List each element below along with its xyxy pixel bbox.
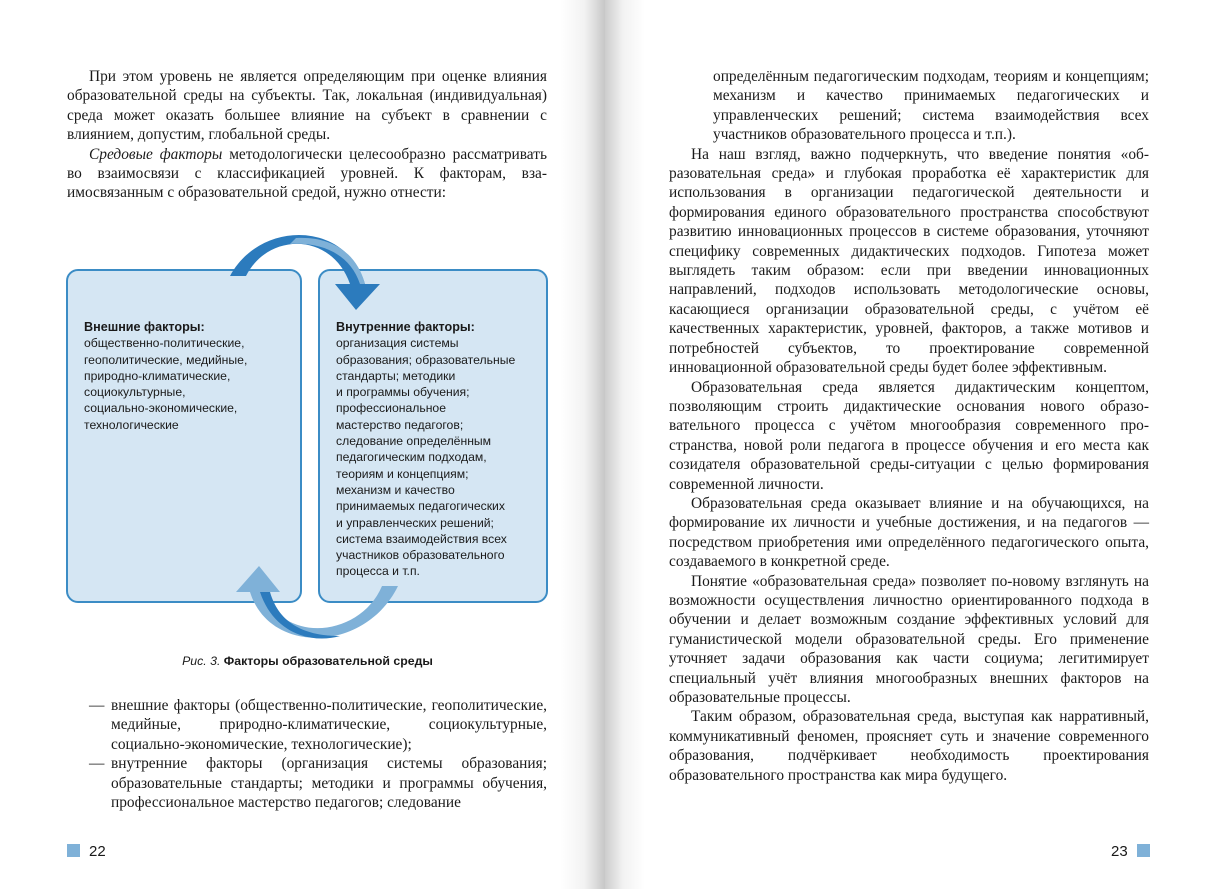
list-item-text: внешние факторы (общественно-политические, геополитические, медийные, природно-климатические, социокультурные, социально-экономические, технологические); xyxy=(111,697,547,753)
list-item xyxy=(67,696,547,754)
list-item xyxy=(67,754,547,812)
internal-factors-line: стандарты; методики xyxy=(336,368,456,383)
internal-factors-line: и программы обучения; xyxy=(336,385,470,400)
external-factors-heading: Внешние факторы: xyxy=(84,320,205,334)
paragraph: Образовательная среда является дидактическим концептом, позволяющим строить дидактические основания нового образовательного процесса с учётом многообразия современного пространства, новой роли педагога в процессе обучения и его места как созидателя образовательной среды-ситуации с целью формирования современной личности. xyxy=(669,378,1149,493)
internal-factors-heading: Внутренние факторы: xyxy=(336,320,475,334)
internal-factors-line: организация системы xyxy=(336,336,459,351)
page-marker-square xyxy=(1137,844,1150,857)
left-page-intro-text xyxy=(67,67,547,203)
paragraph: Образовательная среда оказывает влияние и на обучающихся, на формирование их личности и учебные достижения, и на педагогов — посредством приобретения ими определённого педагогического опыта, создаваемого в конкретной среде. xyxy=(669,494,1149,571)
internal-factors-line: профессиональное xyxy=(336,401,446,416)
external-factors-line: природно-климатические, xyxy=(84,368,231,383)
internal-factors-line: принимаемых педагогических xyxy=(336,499,505,514)
list-dash: — xyxy=(89,697,105,714)
internal-factors-line: и управленческих решений; xyxy=(336,515,494,530)
paragraph: Таким образом, образовательная среда, выступая как нарративный, коммуникативный феномен, проясняет суть и значение современного образования, подчёркивает необходимость проектирования образовательного пространства как мира будущего. xyxy=(669,708,1149,784)
paragraph: На наш взгляд, важно подчеркнуть, что введение понятия «образовательная среда» и глубокая проработка её характеристик для использования в организации педагогической деятельности и формирования единого образовательного пространства способствуют развитию инновационных процессов в системе образования, уточняют специфику современных дидактических подходов. Гипотеза может выглядеть таким образом: если при введении инновационных направлений, подходов использовать методологические основы, касающиеся организации образовательной среды, с учётом её качественных характеристик, уровней, факторов, а также мотивов и потребностей субъектов, то проектирование современной инновационной образовательной среды будет более эффективным. xyxy=(669,145,1149,377)
internal-factors-line: процесса и т.п. xyxy=(336,564,420,579)
factors-list xyxy=(67,696,547,812)
factors-diagram xyxy=(60,232,555,642)
cycle-arrows xyxy=(60,232,555,642)
figure-number: Рис. 3. xyxy=(182,654,221,668)
internal-factors-line: участников образовательного xyxy=(336,548,505,563)
page-number-left xyxy=(67,843,106,860)
page-number-text: 22 xyxy=(89,843,106,860)
list-continuation: определённым педагогическим подходам, теориям и концепциям; механизм и качество принимаемых педагогических и управленческих решений; система взаимодействия всех участников образовательного процесса и т.п.). xyxy=(713,68,1149,144)
internal-factors-line: механизм и качество xyxy=(336,482,455,497)
page-number-right xyxy=(1111,843,1150,860)
book-gutter-shadow xyxy=(560,0,605,889)
bottom-cycle-arrow xyxy=(236,566,398,638)
internal-factors-line: педагогическим подходам, xyxy=(336,450,487,465)
external-factors-line: технологические xyxy=(84,417,179,432)
external-factors-line: геополитические, медийные, xyxy=(84,352,248,367)
emphasis-term: Средовые факторы xyxy=(89,145,223,163)
internal-factors-line: теориям и концепциям; xyxy=(336,466,469,481)
paragraph xyxy=(67,145,547,203)
paragraph: Понятие «образовательная среда» позволяет по-новому взглянуть на возможности осуществления личностно ориентированного подхода в обучении и делает возможным создание эффективных условий для гуманистической модели образовательной среды. Его применение уточняет задачи образования как части социума; легитимирует специальный учёт влияния многообразных внешних факторов на образовательные процессы. xyxy=(669,572,1149,706)
figure-caption xyxy=(60,654,555,668)
internal-factors-line: система взаимодействия всех xyxy=(336,531,507,546)
internal-factors-line: мастерство педагогов; xyxy=(336,417,464,432)
external-factors-line: социально-экономические, xyxy=(84,401,238,416)
page-marker-square xyxy=(67,844,80,857)
right-page-text xyxy=(669,67,1149,785)
external-factors-line: социокультурные, xyxy=(84,385,186,400)
paragraph: При этом уровень не является определяющим при оценке влияния образовательной среды на субъекты. Так, локальная (индивидуальная) среда может оказать большее влияние на субъект в сравнении с влиянием, допустим, глобальной среды. xyxy=(67,68,547,144)
book-gutter-shadow xyxy=(605,0,645,889)
external-factors-line: общественно-политические, xyxy=(84,336,245,351)
paragraph-text: методологически целесообразно рассматривать во взаимосвязи с классификацией уровней. К факторам, взаимосвязанным с образовательной средой, нужно отнести: xyxy=(67,145,547,202)
internal-factors-line: следование определённым xyxy=(336,434,492,449)
page-number-text: 23 xyxy=(1111,843,1128,860)
list-dash: — xyxy=(89,755,105,773)
figure-title: Факторы образовательной среды xyxy=(223,654,433,668)
list-item-text: внутренние факторы (организация системы образования; образовательные стандарты; методики и программы обучения, профессиональное мастерство педагогов; следование xyxy=(111,755,547,812)
internal-factors-line: образования; образовательные xyxy=(336,352,516,367)
